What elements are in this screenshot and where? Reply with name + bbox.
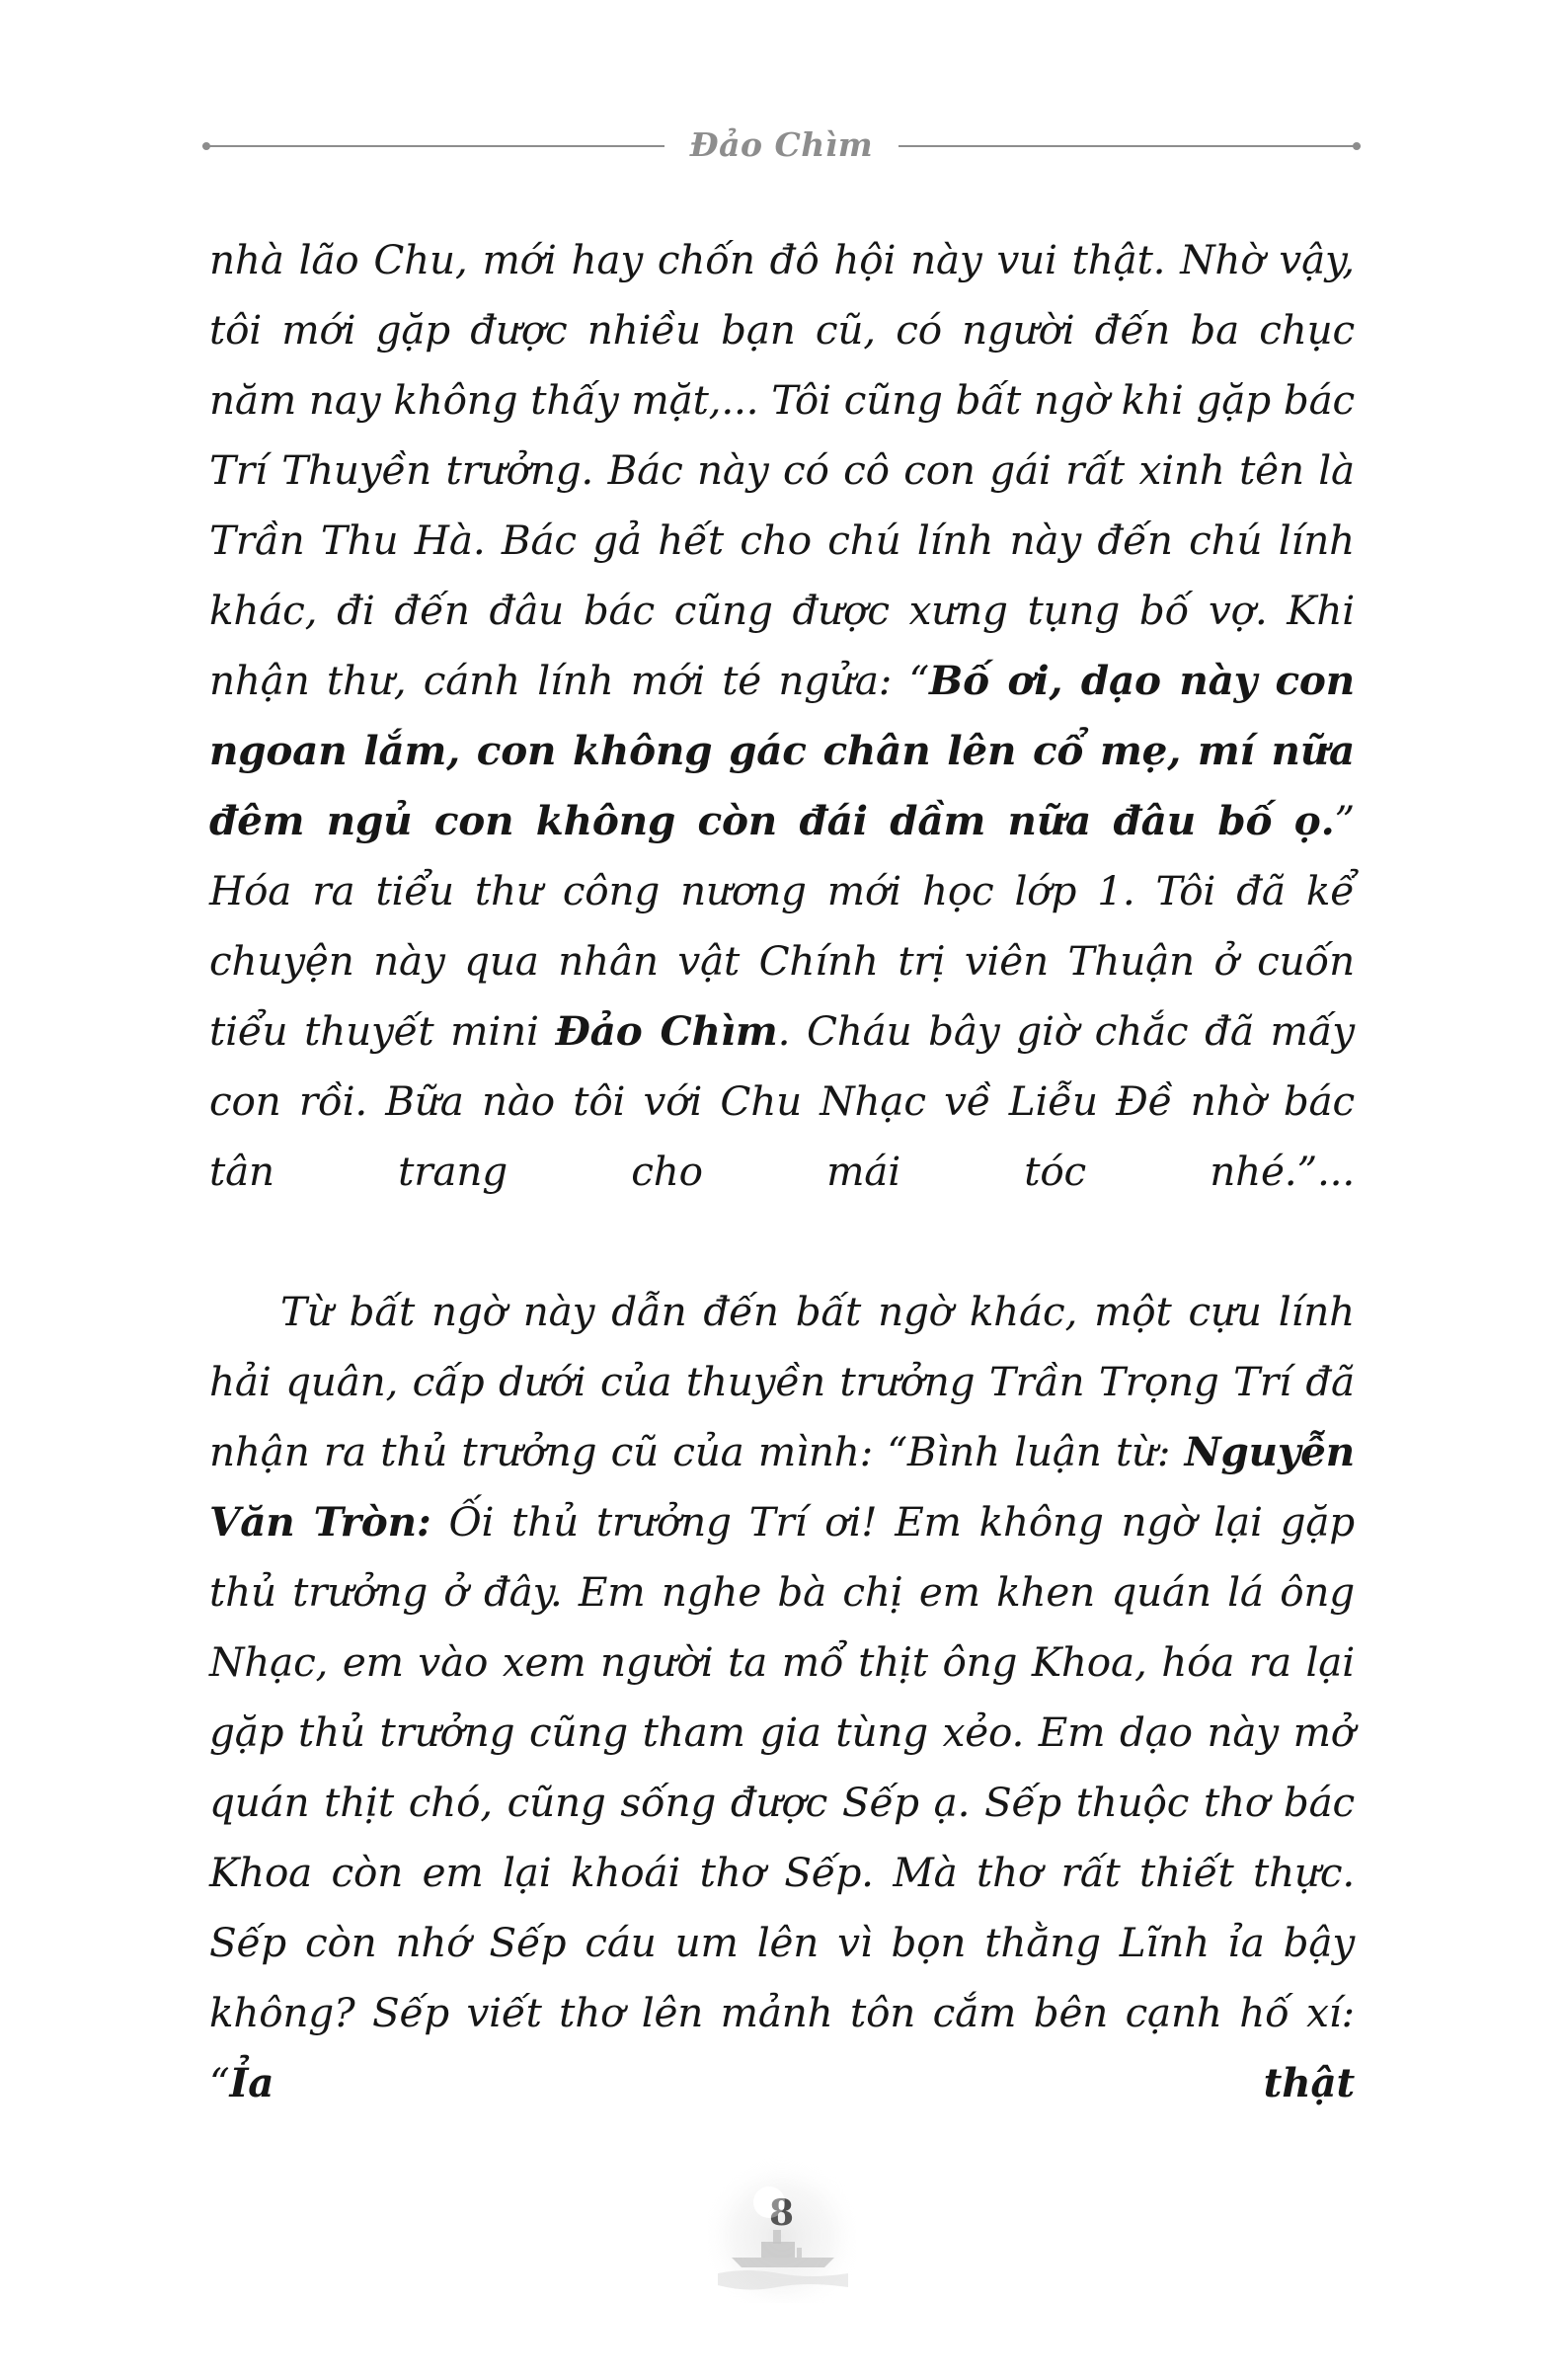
text-run: Nguyễn Văn Tròn: (209, 1428, 1355, 1546)
header-rule-right (899, 145, 1361, 147)
text-run: Ỉa thật (229, 2059, 1355, 2106)
page-footer (0, 2084, 1563, 2380)
text-run: Ối thủ trưởng Trí ơi! Em không ngờ lại gặp thủ trưởng ở đây. Em nghe bà chị em khen quán lá ông Nhạc, em vào xem người ta mổ thịt ông Khoa, hóa ra lại gặp thủ trưởng cũng tham gia tùng xẻo. Em dạo này mở quán thịt chó, cũng sống được Sếp ạ. Sếp thuộc thơ bác Khoa còn em lại khoái thơ Sếp. Mà thơ rất thiết thực. Sếp còn nhớ Sếp cáu um lên vì bọn thằng Lĩnh ỉa bậy không? Sếp viết thơ lên mảnh tôn cắm bên cạnh hố xí: “ (209, 1498, 1355, 2106)
ship-moon-vignette-icon (708, 2155, 856, 2303)
text-run: Đảo Chìm (555, 1007, 778, 1055)
running-head-title: Đảo Chìm (689, 124, 874, 164)
text-run: nhà lão Chu, mới hay chốn đô hội này vui thật. Nhờ vậy, tôi mới gặp được nhiều bạn cũ, có người đến ba chục năm nay không thấy mặt,... Tôi cũng bất ngờ khi gặp bác Trí Thuyền trưởng. Bác này có cô con gái rất xinh tên là Trần Thu Hà. Bác gả hết cho chú lính này đến chú lính khác, đi đến đâu bác cũng được xưng tụng bố vợ. Khi nhận thư, cánh lính mới té ngửa: “ (209, 236, 1355, 704)
header-rule-left (202, 145, 664, 147)
body-paragraph (209, 1277, 1355, 2188)
text-run: Từ bất ngờ này dẫn đến bất ngờ khác, một cựu lính hải quân, cấp dưới của thuyền trưởng Trần Trọng Trí đã nhận ra thủ trưởng cũ của mình: “Bình luận từ: (209, 1288, 1355, 1475)
text-run: Bố ơi, dạo này con ngoan lắm, con không gác chân lên cổ mẹ, mí nữa đêm ngủ con không còn đái dầm nữa đâu bố ọ. (209, 657, 1355, 844)
body-paragraph (209, 225, 1355, 1277)
page-body (209, 225, 1355, 2188)
running-head (202, 126, 1361, 166)
text-run: . Cháu bây giờ chắc đã mấy con rồi. Bữa nào tôi với Chu Nhạc về Liễu Đề nhờ bác tân trang cho mái tóc nhé.”... (209, 1007, 1355, 1195)
text-run: ” Hóa ra tiểu thư công nương mới học lớp 1. Tôi đã kể chuyện này qua nhân vật Chính trị viên Thuận ở cuốn tiểu thuyết mini (209, 797, 1355, 1055)
